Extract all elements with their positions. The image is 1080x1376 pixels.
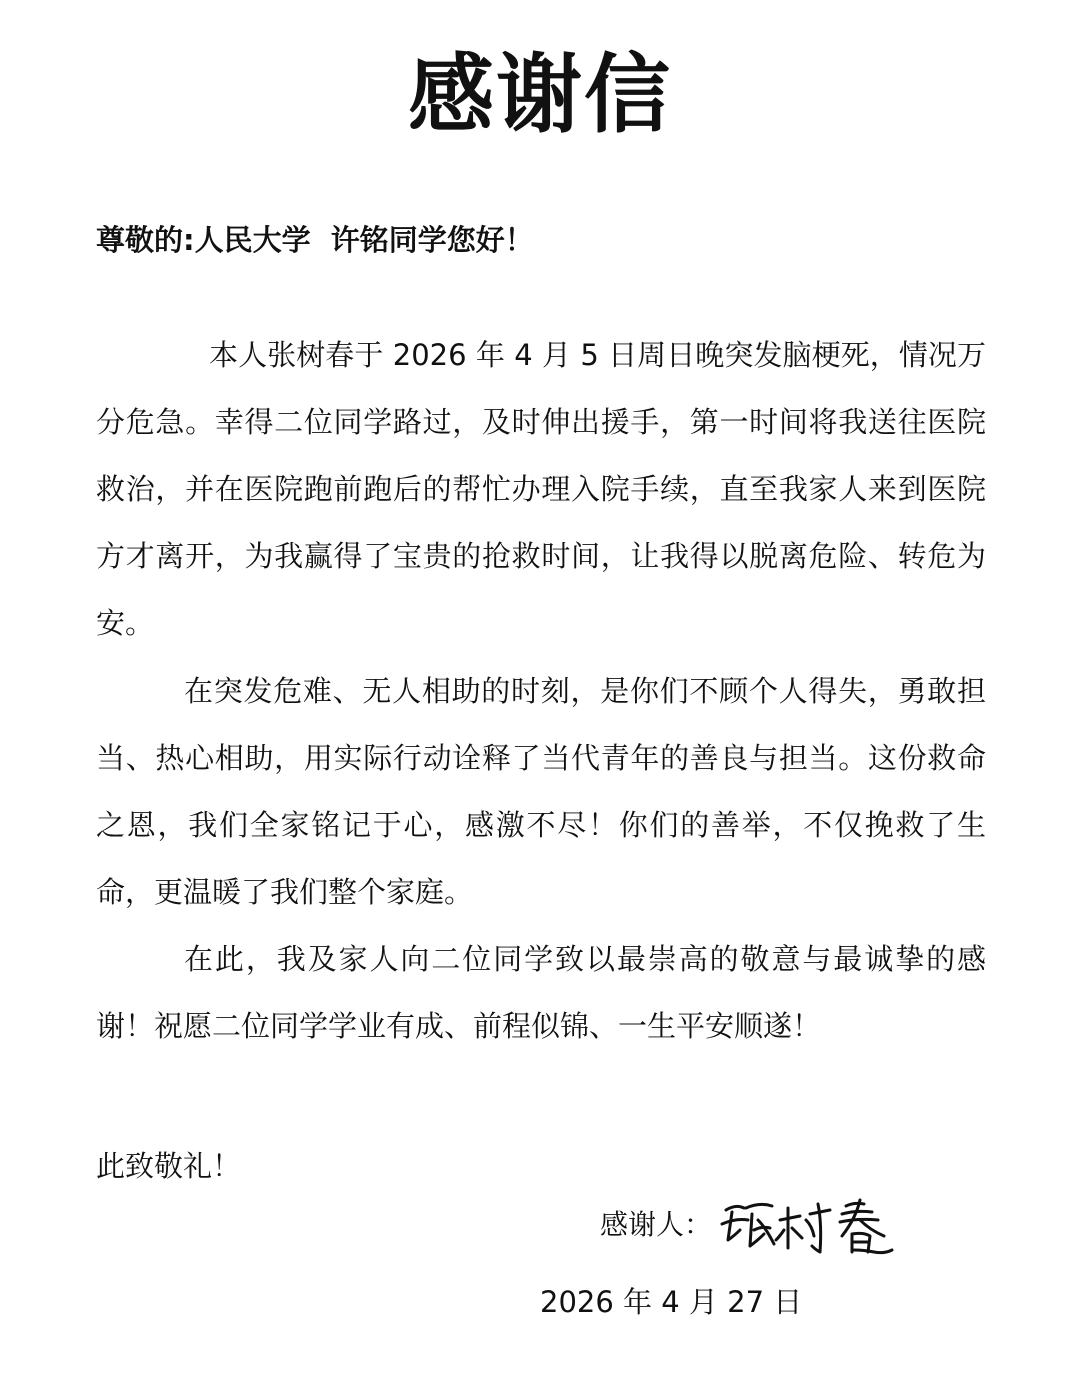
- signer-block: [600, 1190, 904, 1260]
- paragraph-gratitude: 在突发危难、无人相助的时刻，是你们不顾个人得失，勇敢担当、热心相助，用实际行动诠释了当代青年的善良与担当。这份救命之恩，我们全家铭记于心，感激不尽！你们的善举，不仅挽救了生命，更温暖了我们整个家庭。: [96, 674, 986, 909]
- paragraph-incident: 本人张树春于 2026 年 4 月 5 日周日晚突发脑梗死，情况万分危急。幸得二位同学路过，及时伸出援手，第一时间将我送往医院救治，并在医院跑前跑后的帮忙办理入院手续，直至我家人来到医院方才离开，为我赢得了宝贵的抢救时间，让我得以脱离危险、转危为安。: [96, 338, 986, 640]
- closing-greeting: 此致敬礼！: [96, 1149, 242, 1183]
- signer-label: 感谢人：: [600, 1208, 713, 1241]
- letter-title: 感谢信: [408, 45, 672, 145]
- paragraph-wishes: 在此，我及家人向二位同学致以最崇高的敬意与最诚挚的感谢！祝愿二位同学学业有成、前程似锦、一生平安顺遂！: [96, 942, 986, 1043]
- salutation: 尊敬的:人民大学 许铭同学您好！: [96, 223, 534, 257]
- letter-date: 2026 年 4 月 27 日: [540, 1285, 803, 1319]
- handwritten-signature: [714, 1190, 904, 1260]
